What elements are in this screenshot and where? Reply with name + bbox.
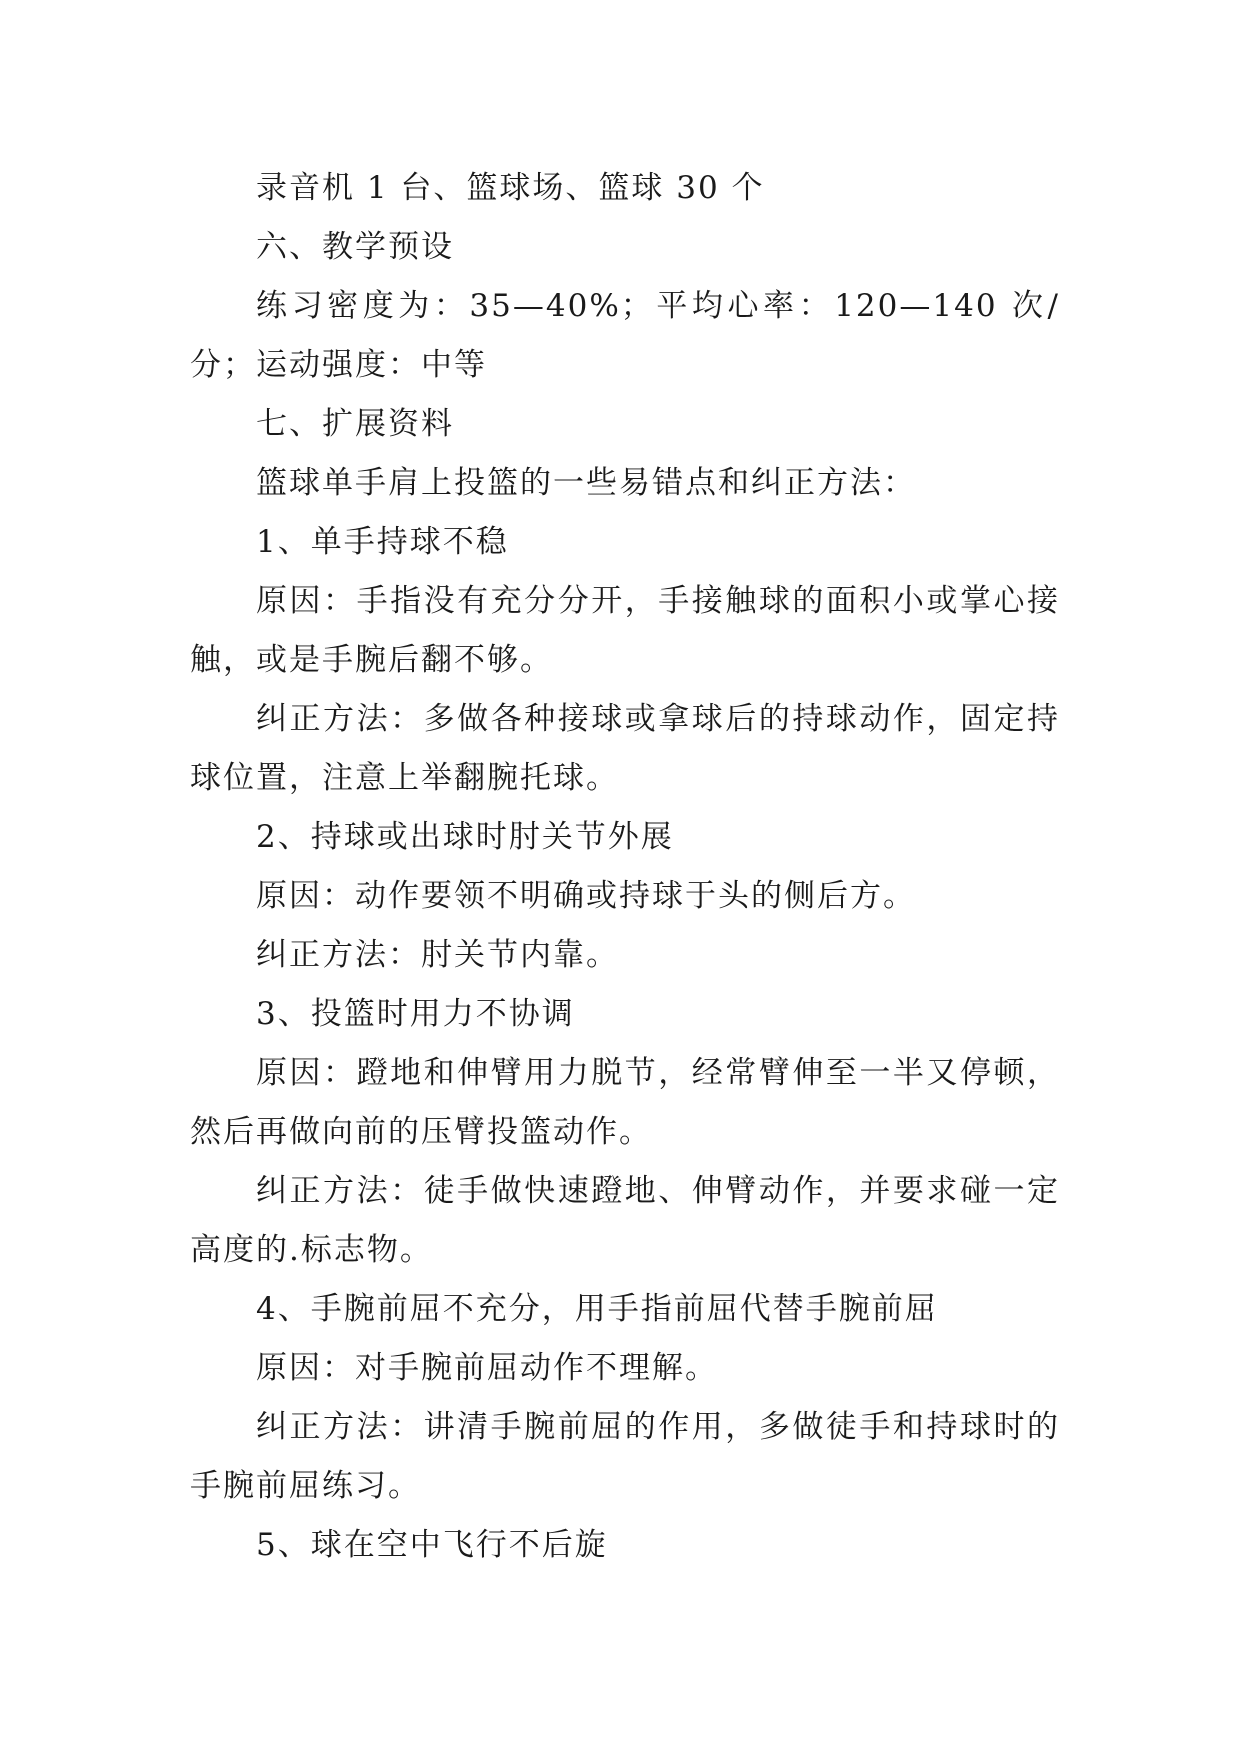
errors-intro-paragraph: 篮球单手肩上投篮的一些易错点和纠正方法： (256, 465, 916, 501)
error-item-heading: 3、投篮时用力不协调 (256, 996, 575, 1032)
error-cause-paragraph: 原因：手指没有充分分开，手接触球的面积小或掌心接触，或是手腕后翻不够。 (190, 583, 1060, 678)
error-item-heading: 4、手腕前屈不充分，用手指前屈代替手腕前屈 (256, 1291, 938, 1327)
equipment-line: 录音机 1 台、篮球场、篮球 30 个 (256, 170, 765, 206)
section-heading-teaching-preset: 六、教学预设 (256, 229, 454, 265)
error-cause-paragraph: 原因：蹬地和伸臂用力脱节，经常臂伸至一半又停顿，然后再做向前的压臂投篮动作。 (190, 1055, 1060, 1150)
error-cause-paragraph: 原因：动作要领不明确或持球于头的侧后方。 (256, 878, 916, 914)
error-item-heading: 1、单手持球不稳 (256, 524, 509, 560)
document-body (190, 159, 1060, 1575)
section-heading-extended-material: 七、扩展资料 (256, 406, 454, 442)
error-correction-paragraph: 纠正方法：讲清手腕前屈的作用，多做徒手和持球时的手腕前屈练习。 (190, 1409, 1060, 1504)
error-correction-paragraph: 纠正方法：徒手做快速蹬地、伸臂动作，并要求碰一定高度的.标志物。 (190, 1173, 1060, 1268)
error-cause-paragraph: 原因：对手腕前屈动作不理解。 (256, 1350, 718, 1386)
error-item-heading: 5、球在空中飞行不后旋 (256, 1527, 608, 1563)
error-item-heading: 2、持球或出球时肘关节外展 (256, 819, 674, 855)
exercise-density-paragraph: 练习密度为：35—40%；平均心率：120—140 次/分；运动强度：中等 (190, 288, 1060, 383)
error-correction-paragraph: 纠正方法：肘关节内靠。 (256, 937, 619, 973)
error-correction-paragraph: 纠正方法：多做各种接球或拿球后的持球动作，固定持球位置，注意上举翻腕托球。 (190, 701, 1060, 796)
